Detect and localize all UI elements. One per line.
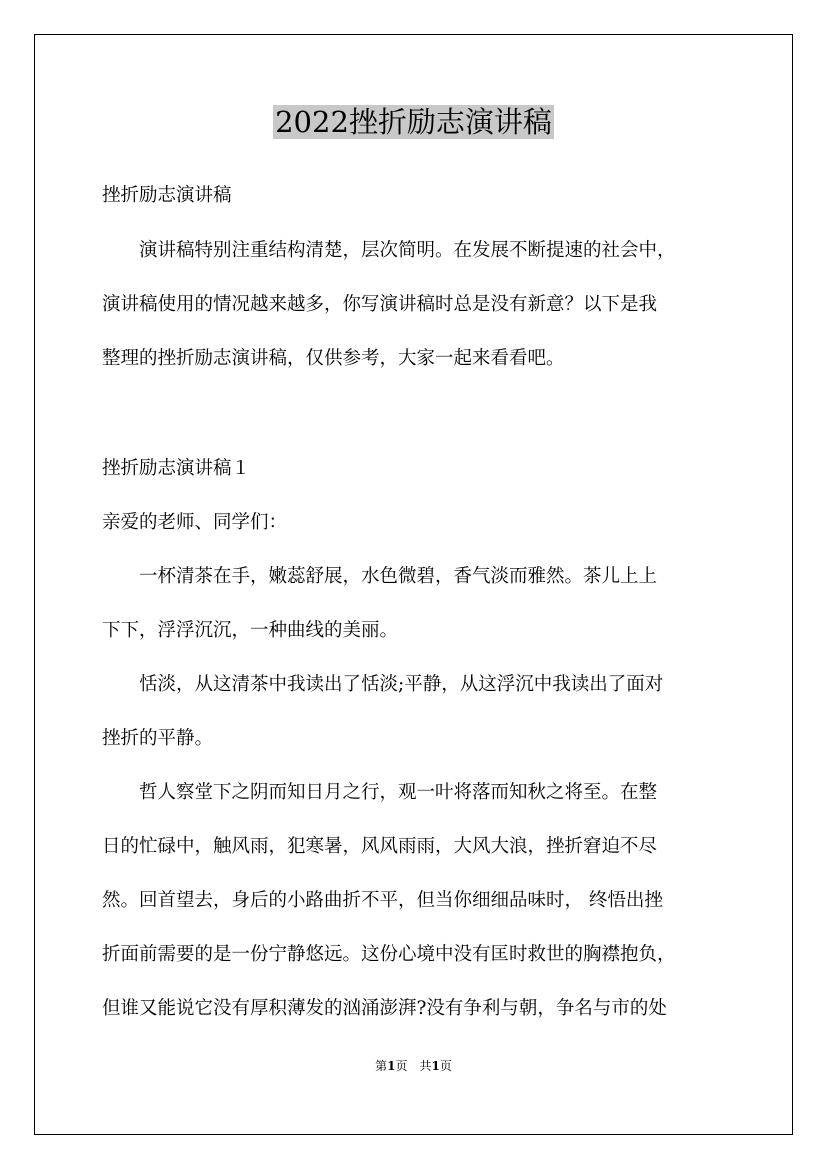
body-line: 日的忙碌中，触风雨，犯寒暑，风风雨雨，大风大浪，挫折窘迫不尽	[102, 836, 658, 857]
body-line: 哲人察堂下之阴而知日月之行，观一叶将落而知秋之将至。在整	[102, 782, 658, 803]
body-line: 下下，浮浮沉沉，一种曲线的美丽。	[102, 620, 399, 641]
footer-prefix: 第	[375, 1059, 388, 1073]
intro-line: 演讲稿特别注重结构清楚，层次简明。在发展不断提速的社会中，	[102, 240, 676, 261]
body-line: 挫折的平静。	[102, 728, 214, 749]
section-heading: 挫折励志演讲稿１	[102, 458, 251, 479]
body-line: 恬淡，从这清茶中我读出了恬淡;平静，从这浮沉中我读出了面对	[102, 674, 664, 695]
greeting: 亲爱的老师、同学们：	[102, 512, 288, 533]
document-title-text: 2022挫折励志演讲稿	[275, 105, 552, 139]
footer-current-page: 1	[387, 1059, 396, 1073]
body-line: 一杯清茶在手，嫩蕊舒展，水色微碧，香气淡而雅然。茶儿上上	[102, 566, 658, 587]
footer-suffix: 页	[439, 1059, 452, 1073]
intro-line: 整理的挫折励志演讲稿，仅供参考，大家一起来看看吧。	[102, 348, 565, 369]
body-line: 但谁又能说它没有厚积薄发的汹涌澎湃?没有争利与朝，争名与市的处	[102, 998, 667, 1019]
body-line: 折面前需要的是一份宁静悠远。这份心境中没有匡时救世的胸襟抱负，	[102, 944, 676, 965]
page-footer	[0, 1057, 827, 1074]
footer-total-pages: 1	[431, 1059, 440, 1073]
document-title	[0, 102, 827, 142]
body-line: 然。回首望去，身后的小路曲折不平，但当你细细品味时， 终悟出挫	[102, 890, 663, 911]
subtitle: 挫折励志演讲稿	[102, 185, 232, 206]
intro-line: 演讲稿使用的情况越来越多，你写演讲稿时总是没有新意？以下是我	[102, 294, 658, 315]
footer-mid: 页 共	[395, 1059, 432, 1073]
